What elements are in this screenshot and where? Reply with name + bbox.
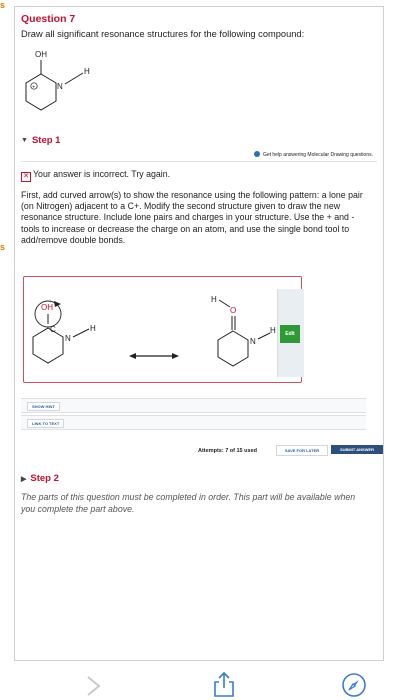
left-h-label[interactable]: H bbox=[90, 324, 96, 333]
right-n-label[interactable]: N bbox=[250, 337, 256, 346]
save-for-later-button[interactable]: SAVE FOR LATER bbox=[276, 445, 328, 456]
left-c-label[interactable]: C bbox=[50, 325, 56, 334]
step2-note: The parts of this question must be completed in order. This part will be available when you complete the part above. bbox=[21, 492, 356, 514]
question-card bbox=[14, 6, 384, 661]
incorrect-icon: ✕ bbox=[21, 172, 31, 182]
mol-n-label: N bbox=[57, 82, 63, 91]
left-oh-label[interactable]: OH bbox=[41, 303, 53, 312]
help-link[interactable] bbox=[254, 151, 373, 158]
help-link-text: Get help answering Molecular Drawing questions. bbox=[262, 152, 373, 158]
edit-button[interactable]: Edit bbox=[280, 325, 300, 343]
edge-mark: s bbox=[0, 0, 6, 10]
show-hint-button[interactable]: SHOW HINT bbox=[27, 402, 60, 411]
right-o-label[interactable]: O bbox=[230, 306, 237, 315]
link-row bbox=[21, 415, 366, 430]
divider bbox=[21, 161, 377, 162]
left-n-label[interactable]: N bbox=[65, 334, 71, 343]
caret-down-icon: ▼ bbox=[21, 137, 28, 144]
question-prompt: Draw all significant resonance structures for the following compound: bbox=[21, 29, 305, 39]
share-icon[interactable] bbox=[213, 671, 235, 697]
chevron-right-icon[interactable] bbox=[84, 675, 104, 697]
right-h-label[interactable]: H bbox=[270, 326, 276, 335]
compass-icon[interactable] bbox=[341, 672, 367, 698]
step1-title[interactable] bbox=[21, 135, 60, 146]
edge-mark: s bbox=[0, 242, 6, 252]
link-to-text-button[interactable]: LINK TO TEXT bbox=[27, 419, 64, 428]
caret-right-icon: ▶ bbox=[21, 476, 27, 483]
help-info-icon bbox=[254, 151, 260, 157]
mol-oh-label: OH bbox=[35, 50, 47, 59]
submit-answer-button[interactable]: SUBMIT ANSWER bbox=[331, 445, 383, 454]
editor-drawing[interactable] bbox=[23, 276, 278, 383]
attempts-counter: Attempts: 7 of 15 used bbox=[198, 448, 257, 454]
step2-title[interactable] bbox=[21, 473, 59, 484]
result-message bbox=[21, 169, 170, 182]
hint-row bbox=[21, 398, 366, 413]
right-h-top-label[interactable]: H bbox=[211, 295, 217, 304]
question-title: Question 7 bbox=[21, 13, 76, 25]
charge-plus: + bbox=[32, 84, 36, 91]
bottom-toolbar bbox=[0, 661, 396, 700]
result-text: Your answer is incorrect. Try again. bbox=[33, 169, 171, 179]
step1-instructions: First, add curved arrow(s) to show the resonance using the following pattern: a lone pair (on Nitrogen) adjacent to a C+. Modify the second structure given to draw the new resonance structure. Include lone pairs and charges in your structure. Use the + and - tools to increase or decrease the charge on an atom, and use the single bond tool to add/remove double bonds. bbox=[21, 190, 363, 245]
question-molecule bbox=[21, 47, 121, 127]
step2-title-text: Step 2 bbox=[30, 473, 59, 484]
mol-h-label: H bbox=[84, 67, 90, 76]
step1-title-text: Step 1 bbox=[31, 135, 61, 146]
